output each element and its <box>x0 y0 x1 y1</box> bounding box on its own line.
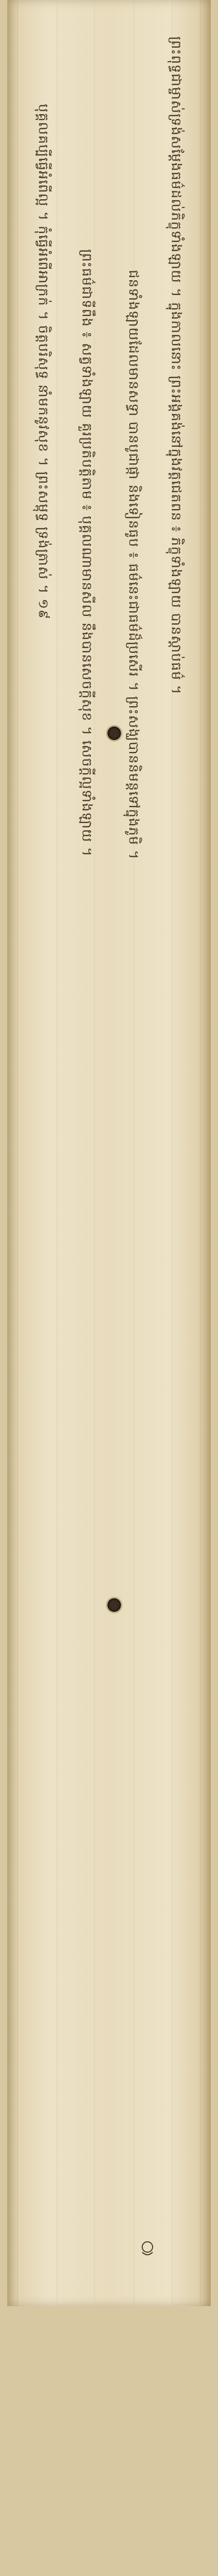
palm-leaf-page <box>7 0 211 2306</box>
binding-hole-upper <box>107 727 121 740</box>
text-line-1: ព្រះពុទ្ធជាម្ចាស់ទ្រង់សម្ដែងធម៌ដល់ភិក្ខុទាំងឡាយ ។ ក្នុងកាលនោះ ព្រះអង្គគង់នៅក្នុងវត្តជេតពន ៖ ភិក្ខុទាំងឡាយ បានស្ដាប់ធម៌ ។ <box>168 36 184 695</box>
text-line-2: ជនទាំងឡាយដែលមានសទ្ធា បានបូជាផ្កា និងទៀនធូប ៖ ធម៌នេះជាធម៌ដ៏ប្រសើរ ។ ព្រះសង្ឃបាននិមន្តទៅក្នុងភូមិ ។ <box>126 270 141 860</box>
text-line-3: ព្រះធម៌ជាទីពឹង ៖ សត្វទាំងឡាយ គួរប្រតិបត្តិតាម ៖ បុគ្គលណាមានសីល នឹងបានសេចក្ដីសុខ ។ សេចក្ដីល្អទាំងឡាយ ។ <box>79 249 94 857</box>
ornament-mark <box>137 2237 158 2257</box>
text-line-4: បុគ្គលគប្បីធ្វើអំពើល្អ ។ កុំធ្វើអំពើអាក្រក់ ។ ចិត្តបរិសុទ្ធ នាំមកនូវសុខ ។ ព្រះសម្ពុទ្ធ ទ្រង់ត្រាស់ ។ ១៩ <box>35 104 51 620</box>
binding-hole-lower <box>107 1598 121 1612</box>
